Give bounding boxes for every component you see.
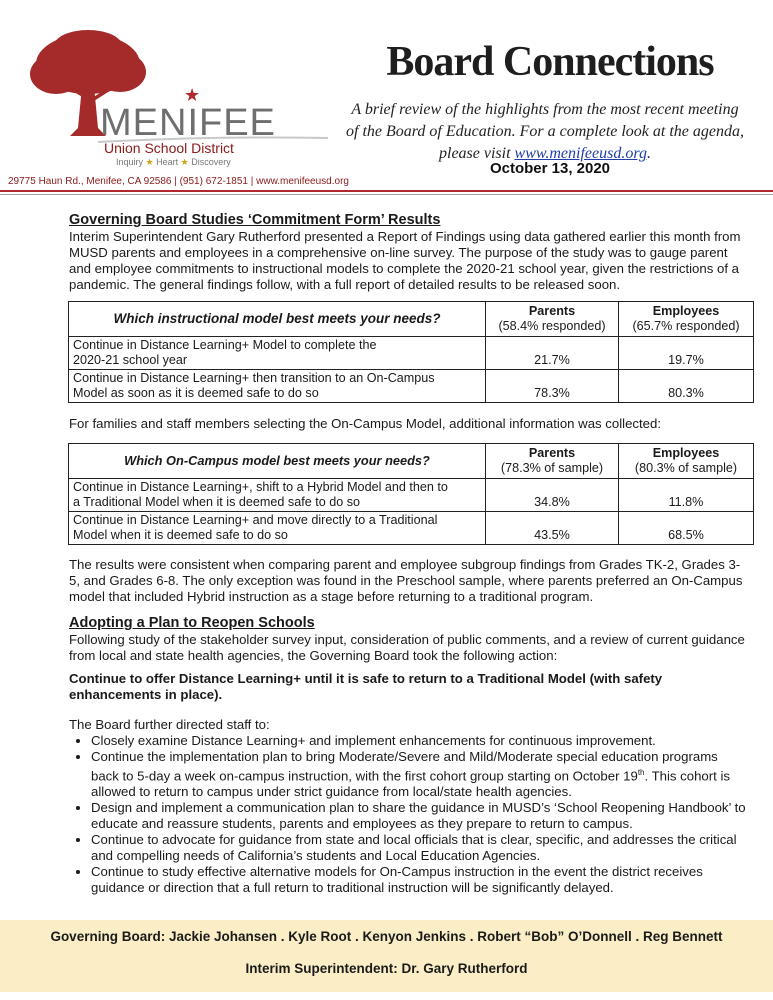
- table-row: [69, 512, 754, 545]
- tagline-word: Inquiry: [116, 157, 144, 167]
- list-item-text: Continue the implementation plan to bring Moderate/Severe and Mild/Moderate special education programs back to 5-day a week on-campus instruction, with the first cohort group starting on October 19: [91, 749, 718, 784]
- logo-name: MENIFEE: [100, 102, 276, 144]
- table-row: [69, 479, 754, 512]
- district-address: 29775 Haun Rd., Menifee, CA 92586 | (951) 672-1851 | www.menifeeusd.org: [8, 176, 349, 187]
- employees-value: 11.8%: [619, 479, 754, 512]
- newsletter-header: [0, 0, 773, 195]
- row-label: [69, 479, 486, 512]
- district-logo: [18, 28, 348, 178]
- header-rule-thin: [0, 194, 773, 195]
- column-subtitle: (78.3% of sample): [500, 461, 604, 475]
- district-website-link[interactable]: www.menifeeusd.org: [514, 145, 647, 162]
- row-label-line: 2020-21 school year: [73, 353, 188, 367]
- table-header-row: [69, 302, 754, 337]
- subtitle-end: .: [646, 145, 651, 162]
- table-row: [69, 370, 754, 403]
- star-icon: ★: [180, 157, 189, 167]
- row-label-line: a Traditional Model when it is deemed safe to do so: [73, 495, 361, 509]
- subtitle-text: A brief review of the highlights from the most recent meeting of the Board of Education. For a complete look at the agenda, please visit: [346, 101, 744, 162]
- footer: [0, 920, 773, 992]
- parents-value: 78.3%: [486, 370, 619, 403]
- list-item-text: . This cohort is allowed to return to campus under strict guidance from local/state health agencies.: [91, 768, 731, 800]
- results-table: [68, 301, 754, 403]
- section-intro: Interim Superintendent Gary Rutherford presented a Report of Findings using data gathered earlier this month from MUSD parents and employees in a comprehensive on-line survey. The purpose of the study was to gauge parent and employee commitments to instructional models to complete the 2020-21 school year, given the restrictions of a pandemic. The general findings follow, with a full report of detailed results to be released soon.: [69, 229, 741, 292]
- parents-value: 21.7%: [486, 337, 619, 370]
- page-title: Board Connections: [386, 39, 714, 85]
- employees-value: 68.5%: [619, 512, 754, 545]
- main-content: [69, 212, 749, 896]
- table-row: [69, 337, 754, 370]
- section-heading: Governing Board Studies ‘Commitment Form’ Results: [69, 212, 441, 228]
- table-question: Which On-Campus model best meets your needs?: [69, 444, 486, 479]
- parents-value: 43.5%: [486, 512, 619, 545]
- row-label-line: Model when it is deemed safe to do so: [73, 528, 288, 542]
- ordinal-suffix: th: [637, 768, 645, 777]
- directed-text: The Board further directed staff to:: [69, 717, 270, 732]
- section-heading: Adopting a Plan to Reopen Schools: [69, 615, 315, 631]
- column-subtitle: (65.7% responded): [632, 319, 740, 333]
- employees-value: 80.3%: [619, 370, 754, 403]
- column-header: [619, 302, 754, 337]
- results-text: The results were consistent when comparing parent and employee subgroup findings from Grades TK-2, Grades 3-5, and Grades 6-8. The only exception was found in the Preschool sample, where parents preferred an On-Campus model that included Hybrid instruction as a stage before returning to a traditional program.: [69, 557, 743, 604]
- row-label-line: Model as soon as it is deemed safe to do so: [73, 386, 319, 400]
- governing-board-list: Governing Board: Jackie Johansen . Kyle Root . Kenyon Jenkins . Robert “Bob” O’Donnell . Reg Bennett: [50, 929, 723, 944]
- employees-value: 19.7%: [619, 337, 754, 370]
- section-intro: Following study of the stakeholder survey input, consideration of public comments, and a review of current guidance from local and state health agencies, the Governing Board took the following action:: [69, 632, 745, 663]
- tagline-word: Discovery: [191, 157, 231, 167]
- star-icon: ★: [145, 157, 154, 167]
- column-title: Parents: [528, 446, 576, 460]
- row-label-line: Continue in Distance Learning+ and move directly to a Traditional: [73, 513, 438, 527]
- column-header: [486, 302, 619, 337]
- list-item: • Continue to advocate for guidance from state and local officials that is clear, specific, and addresses the critical and compelling needs of California’s students and Local Education Agencies.: [91, 832, 749, 864]
- column-subtitle: (58.4% responded): [498, 319, 606, 333]
- header-rule: [0, 190, 773, 192]
- row-label-line: Continue in Distance Learning+ then transition to an On-Campus: [73, 371, 435, 385]
- column-header: [619, 444, 754, 479]
- between-text: For families and staff members selecting the On-Campus Model, additional information was collected:: [69, 416, 662, 431]
- column-title: Employees: [652, 446, 720, 460]
- results-table: [68, 443, 754, 545]
- logo-district: Union School District: [104, 140, 234, 156]
- row-label: [69, 337, 486, 370]
- column-header: [486, 444, 619, 479]
- row-label-line: Continue in Distance Learning+ Model to complete the: [73, 338, 377, 352]
- meeting-date: October 13, 2020: [489, 160, 611, 177]
- logo-tagline: [116, 157, 231, 168]
- row-label-line: Continue in Distance Learning+, shift to a Hybrid Model and then to: [73, 480, 448, 494]
- table-header-row: [69, 444, 754, 479]
- board-action: Continue to offer Distance Learning+ until it is safe to return to a Traditional Model (with safety enhancements in place).: [69, 671, 663, 702]
- column-title: Employees: [652, 304, 720, 318]
- column-title: Parents: [528, 304, 576, 318]
- table-question: Which instructional model best meets your needs?: [69, 302, 486, 337]
- column-subtitle: (80.3% of sample): [634, 461, 738, 475]
- list-item: [91, 749, 749, 800]
- subtitle: [345, 99, 745, 165]
- row-label: [69, 512, 486, 545]
- directive-list: [69, 733, 749, 896]
- list-item: • Closely examine Distance Learning+ and implement enhancements for continuous improvement.: [91, 733, 749, 749]
- star-icon: ★: [184, 85, 201, 105]
- list-item: • Design and implement a communication plan to share the guidance in MUSD’s ‘School Reopening Handbook’ to educate and reassure students, parents and employees as they prepare to return to campus.: [91, 800, 749, 832]
- list-item: • Continue to study effective alternative models for On-Campus instruction in the event the district receives guidance or direction that a full return to traditional instruction will be significantly delayed.: [91, 864, 749, 896]
- tagline-word: Heart: [156, 157, 179, 167]
- parents-value: 34.8%: [486, 479, 619, 512]
- row-label: [69, 370, 486, 403]
- superintendent-line: Interim Superintendent: Dr. Gary Rutherford: [245, 961, 528, 976]
